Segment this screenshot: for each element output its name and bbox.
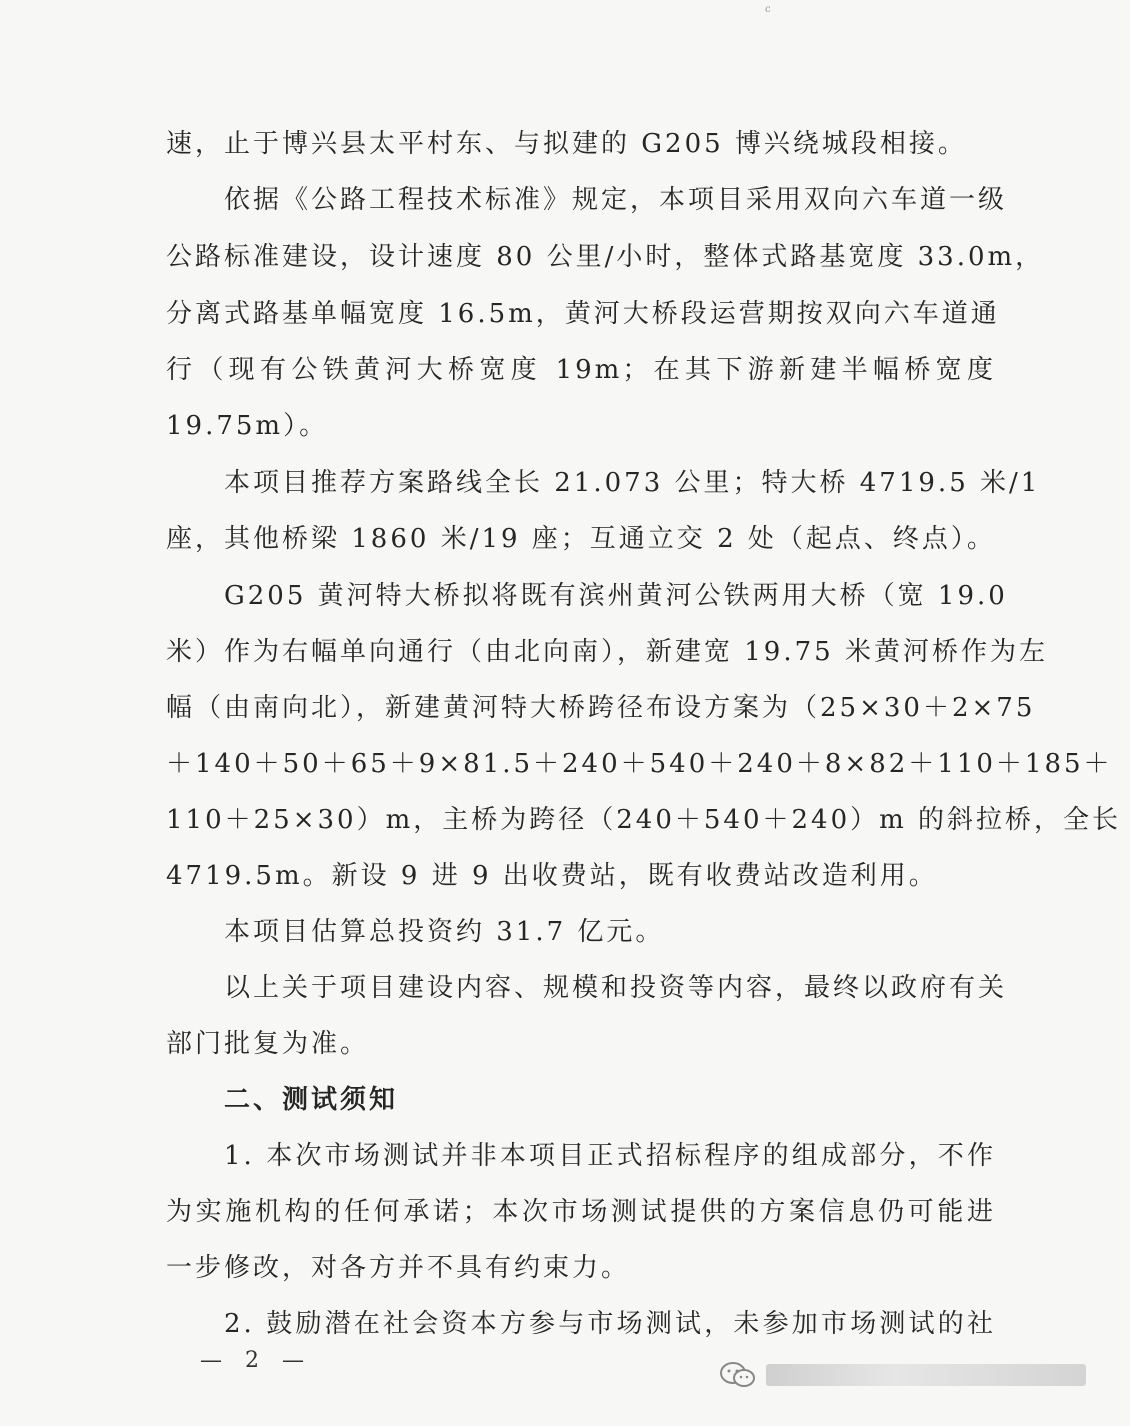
text-line: 为实施机构的任何承诺；本次市场测试提供的方案信息仍可能进 [166, 1197, 996, 1227]
text-line: 依据《公路工程技术标准》规定，本项目采用双向六车道一级 [224, 185, 1008, 215]
text-line: 公路标准建设，设计速度 80 公里/小时，整体式路基宽度 33.0m， [166, 242, 1045, 272]
page-number: — 2 — [200, 1348, 312, 1373]
text-line: 以上关于项目建设内容、规模和投资等内容，最终以政府有关 [224, 973, 1008, 1003]
text-line: ＋140＋50＋65＋9×81.5＋240＋540＋240＋8×82＋110＋185＋ [166, 749, 1113, 779]
text-line: 1. 本次市场测试并非本项目正式招标程序的组成部分，不作 [224, 1141, 996, 1171]
text-line: 幅（由南向北），新建黄河特大桥跨径布设方案为（25×30＋2×75 [166, 693, 1036, 723]
text-line: 行（现有公铁黄河大桥宽度 19m；在其下游新建半幅桥宽度 [166, 355, 996, 385]
text-line: 19.75m）。 [166, 411, 329, 441]
text-line: 部门批复为准。 [166, 1029, 370, 1059]
text-line: 4719.5m。新设 9 进 9 出收费站，既有收费站改造利用。 [166, 861, 938, 891]
watermark-bar [766, 1364, 1086, 1386]
corner-mark: c [765, 4, 771, 15]
text-line: 座，其他桥梁 1860 米/19 座；互通立交 2 处（起点、终点）。 [166, 524, 996, 554]
text-line: G205 黄河特大桥拟将既有滨州黄河公铁两用大桥（宽 19.0 [224, 581, 1008, 611]
wechat-icon [718, 1360, 758, 1390]
wechat-watermark [718, 1358, 1086, 1392]
text-line: 米）作为右幅单向通行（由北向南），新建宽 19.75 米黄河桥作为左 [166, 637, 1048, 667]
text-line: 110＋25×30）m，主桥为跨径（240＋540＋240）m 的斜拉桥，全长 [166, 805, 1122, 835]
text-line: 速，止于博兴县太平村东、与拟建的 G205 博兴绕城段相接。 [166, 129, 967, 159]
text-line: 2. 鼓励潜在社会资本方参与市场测试，未参加市场测试的社 [224, 1309, 996, 1339]
text-line: 分离式路基单幅宽度 16.5m，黄河大桥段运营期按双向六车道通 [166, 299, 1000, 329]
text-line: 本项目推荐方案路线全长 21.073 公里；特大桥 4719.5 米/1 [224, 468, 1041, 498]
text-line: 本项目估算总投资约 31.7 亿元。 [224, 917, 665, 947]
text-line: 一步修改，对各方并不具有约束力。 [166, 1253, 631, 1283]
section-heading: 二、测试须知 [224, 1085, 399, 1115]
